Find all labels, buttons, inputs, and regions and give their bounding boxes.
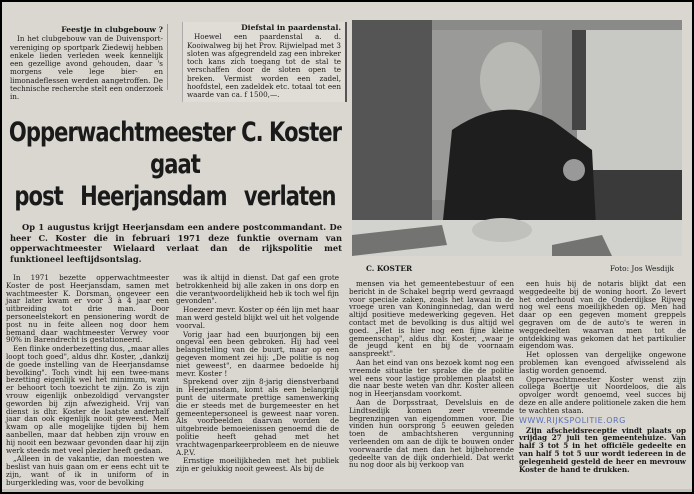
- column-1: [6, 274, 169, 488]
- paragraph: Vorig jaar had een buurjongen bij een ongeval een been gebroken. Hij had veel belangstelling van de buurt, maar op een gegeven moment zei hij: „De politie is nog niet geweest", en daarmee bedoelde hij mevr. Koster !: [176, 329, 339, 378]
- paragraph: Aan de Dorpsstraat, Develsluis en de Lindtsedijk komen zeer vreemde begrenzingen van eigendommen voor. Die vinden hun oorsprong 5 eeuwen geleden toen de ambachtsheren vergunning verleenden om aan de dijk te bouwen onder voorwaarde dat men dan het bijbehorende gedeelte van de dijk onderhield. Dat werkt nu nog door als bij verkoop van: [349, 397, 514, 470]
- lead-paragraph: Op 1 augustus krijgt Heerjansdam een andere postcommandant. De heer C. Koster die in februari 1971 deze funktie overnam van opperwachtmeester Wielaard verlaat dan de rijkspolitie met funktioneel leeftijdsontslag.: [10, 222, 342, 264]
- paragraph: „Alleen in de vakantie, dan moesten we beslist van huis gaan om er eens echt uit te zijn, want of ik in uniform of in burgerkleding was, voor de bevolking: [6, 454, 169, 487]
- paragraph: was ik altijd in dienst. Dat gaf een grote betrokkenheid bij alle zaken in ons dorp en die verantwoordelijkheid heb ik toch wel fijn gevonden".: [176, 273, 339, 306]
- newspaper-clipping: [2, 2, 692, 492]
- paragraph: Aan het eind van ons bezoek komt nog een vreemde situatie ter sprake die de politie wel eens voor lastige problemen plaatst en die naar beste weten van dhr. Koster alleen nog in Heerjansdam voorkomt.: [349, 357, 514, 399]
- paragraph: Ernstige moeilijkheden met het publiek zijn er gelukkig nooit geweest. Als bij de: [176, 456, 339, 474]
- photo-caption: C. KOSTER: [366, 264, 413, 273]
- headline-line-1: Opperwachtmeester C. Koster gaat: [8, 117, 342, 180]
- watermark: WWW.RIJKSPOLITIE.ORG: [519, 415, 626, 425]
- paragraph: In 1971 bezette opperwachtmeester Koster de post Heerjansdam, samen met wachtmeester K. Dorsman, ongeveer een jaar later kwam er voor 3 à 4 jaar een uitbreiding tot drie man. Door personeelstekort en pensionering wordt de post nu in feite alleen nog door hem bemand daar wachtmeester Verwey voor 90% in Barendrecht is gestationeerd.: [6, 273, 169, 345]
- column-3: [349, 280, 514, 470]
- article-text: In het clubgebouw van de Duivensport-vereniging op sportpark Ziedewij hebben enkele lieden verleden week kennelijk een gezellige avond gehouden, daar 's morgens vele lege bier- en limonadeflessen werden aangetroffen. De technische recherche stelt een onderzoek in.: [10, 34, 163, 102]
- paragraph: een huis bij de notaris blijkt dat een weggedeelte bij de woning hoort. Zo levert het onderhoud van de Onderdijkse Rijweg nog wel eens moeilijkheden op. Men had daar op een gegeven moment greppels gegraven om de de auto's te weren in weggedeelten waarvan men tot de ontdekking was gekomen dat het partikulier eigendom was.: [519, 279, 686, 351]
- article-feestje: [6, 24, 168, 102]
- paragraph: Opperwachtmeester Koster wenst zijn collega Boertje uit Noordeloos, die als opvolger wordt genoemd, veel succes bij deze en alle andere politionele zaken die hem te wachten staan.: [519, 374, 687, 415]
- paragraph: Een flinke onderbezetting dus, „maar alles loopt toch goed", aldus dhr. Koster, „dankzij de goede instelling van de Heerjansdamse bevolking". Toch vindt hij een twee-mans bezetting eigenlijk wel het minimum, want er behoort toch toezicht te zijn. Zo is zijn vrouw eigenlijk onbezoldigd vervangster geworden bij zijn afwezigheid. Vrij van dienst is dhr. Koster de laatste anderhalf jaar dan ook eigenlijk nooit geweest. Men kwam op alle mogelijke tijden bij hem aanbellen, maar dat hebben zijn vrouw en hij nooit een bezwaar gevonden daar hij zijn werk steeds met veel plezier heeft gedaan.: [6, 344, 169, 455]
- article-diefstal: [182, 22, 347, 102]
- paragraph: Sprekend over zijn 8-jarig dienstverband in Heerjansdam, komt als een belangrijk punt de uitermate prettige samenwerking die er steeds met de burgemeester en het gemeentepersoneel is geweest naar voren. Als voorbeelden daarvan worden de uitgebreide bemoeienissen genoemd die de politie heeft gehad met het vrachtwagenparkeerprobleem en de nieuwe A.P.V.: [176, 377, 339, 457]
- paragraph: Hoezeer mevr. Koster op één lijn met haar man werd gesteld blijkt wel uit het volgende voorval.: [176, 305, 339, 330]
- headline-line-2: post Heerjansdam verlaten: [14, 181, 336, 212]
- photo-image: [352, 20, 682, 256]
- headline: [7, 117, 342, 213]
- paper-edge: [2, 489, 692, 492]
- article-text: Hoewel een paardenstal a. d. Kooiwalweg bij het Prov. Rijwielpad met 3 sloten was afgegrendeld zag een inbreker toch kans zich toegang tot de stal te verschaffen door de sloten open te breken. Vermist worden een zadel, hoofdstel, een zadeldek etc. totaal tot een waarde van ca. f 1500,—.: [187, 32, 341, 100]
- paragraph: mensen via het gemeentebestuur of een bericht in de Schakel begrip werd gevraagd voor speciale zaken, zoals het lawaai in de vroege uren van Koninginnedag, dan werd altijd positieve medewerking gegeven. Het contact met de bevolking is dus altijd wel goed. „Het is hier nog een fijne kleine gemeenschap", aldus dhr. Koster, „waar je de jeugd kent en bij de voornaam aanspreekt".: [349, 279, 514, 359]
- article-title: Diefstal in paardenstal.: [241, 23, 341, 32]
- column-4: [519, 280, 686, 474]
- paragraph: Het oplossen van dergelijke ongewone problemen kan evengoed afwisselend als lastig worden genoemd.: [519, 350, 686, 375]
- portrait-photo: [352, 20, 682, 256]
- photo-credit: Foto: Jos Wesdijk: [610, 264, 675, 273]
- article-title: Feestje in clubgebouw ?: [61, 25, 163, 34]
- column-2: [176, 274, 339, 474]
- paragraph: Zijn afscheidsreceptie vindt plaats op vrijdag 27 juli ten gemeentehuize. Van half 3 tot 5 in het officiële gedeelte en van half 5 tot 5 uur wordt iedereen in de gelegenheid gesteld de heer en mevrouw Koster de hand te drukken.: [519, 425, 686, 474]
